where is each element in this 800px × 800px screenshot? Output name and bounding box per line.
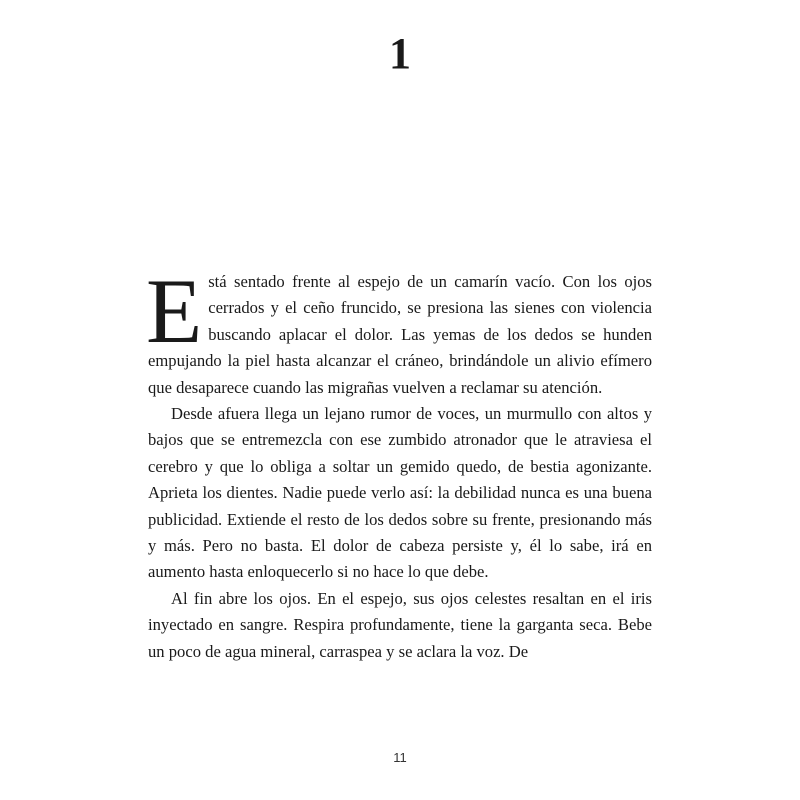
body-text [146, 260, 652, 665]
paragraph-1 [146, 260, 652, 401]
page-number: 11 [393, 750, 407, 765]
paragraph-3: Al fin abre los ojos. En el espejo, sus ojos celestes resaltan en el iris inyectado en sangre. Respira profundamente, tiene la garganta seca. Bebe un poco de agua mineral, carraspea y se aclara la voz. De [148, 588, 652, 661]
drop-cap: E [146, 260, 203, 362]
paragraph-1-text: stá sentado frente al espejo de un camarín vacío. Con los ojos cerrados y el ceño fruncido, se presiona las sienes con violencia buscando aplacar el dolor. Las yemas de los dedos se hunden empujando la piel hasta alcanzar el cráneo, brindándole un alivio efímero que desaparece cuando las migrañas vuelven a reclamar su atención. [148, 272, 652, 397]
chapter-number: 1 [389, 29, 411, 78]
paragraph-2: Desde afuera llega un lejano rumor de voces, un murmullo con altos y bajos que se entremezcla con ese zumbido atronador que le atraviesa el cerebro y que lo obliga a soltar un gemido quedo, de bestia agonizante. Aprieta los dientes. Nadie puede verlo así: la debilidad nunca es una buena publicidad. Extiende el resto de los dedos sobre su frente, presionando más y más. Pero no basta. El dolor de cabeza persiste y, él lo sabe, irá en aumento hasta enloquecerlo si no hace lo que debe. [148, 404, 652, 582]
